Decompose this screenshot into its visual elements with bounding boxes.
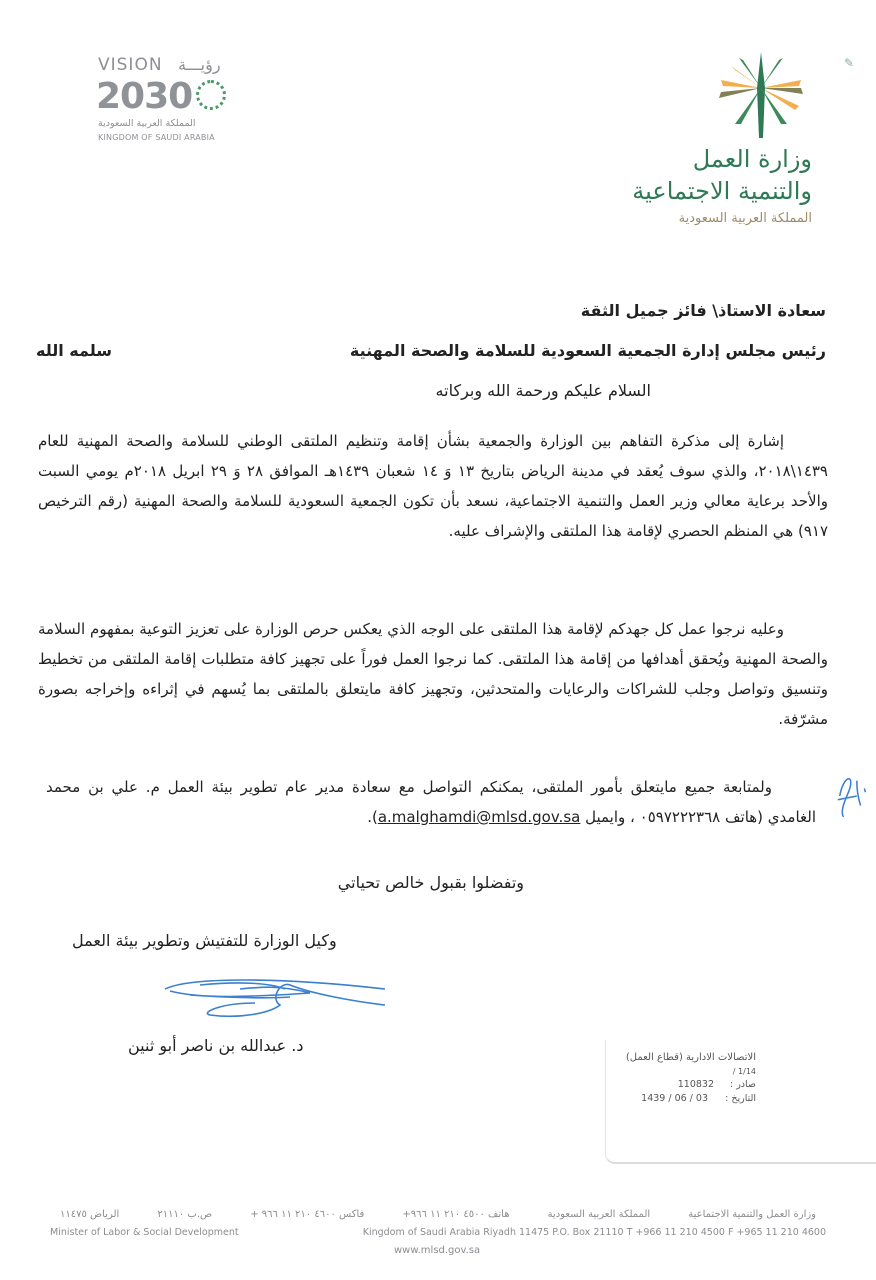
greeting: السلام عليكم ورحمة الله وبركاته [435, 381, 651, 400]
contact-email-link[interactable]: a.malghamdi@mlsd.gov.sa [377, 808, 581, 826]
footer-english-row [50, 1226, 826, 1239]
ministry-logo [512, 50, 812, 235]
vision-country-en: KINGDOM OF SAUDI ARABIA [98, 133, 215, 142]
footer-pobox-ar: ص.ب ٢١١١٠ [157, 1209, 213, 1220]
honorific: سلمه الله [36, 341, 112, 360]
ministry-name-line1: وزارة العمل [692, 145, 812, 173]
signatory-title: وكيل الوزارة للتفتيش وتطوير بيئة العمل [72, 931, 337, 950]
vision-year: 2030 [96, 76, 193, 117]
vision-country-ar: المملكة العربية السعودية [98, 118, 196, 129]
registry-stamp [605, 1040, 876, 1164]
paragraph-3-end: ). [367, 808, 378, 826]
footer-ministry-en: Minister of Labor & Social Development [50, 1227, 239, 1238]
footer-website-link[interactable]: www.mlsd.gov.sa [394, 1245, 481, 1256]
footer-city-ar: الرياض ١١٤٧٥ [60, 1209, 120, 1220]
stamp-date-label: التاريخ : [725, 1093, 756, 1104]
saudi-emblem-icon [196, 80, 226, 110]
footer-kingdom-ar: المملكة العربية السعودية [547, 1209, 651, 1220]
footer-ministry-ar: وزارة العمل والتنمية الاجتماعية [688, 1209, 816, 1220]
paragraph-2-text: وعليه نرجوا عمل كل جهدكم لإقامة هذا الملتقى على الوجه الذي يعكس حرص الوزارة على تعزيز التوعية بمفهوم السلامة والصحة المهنية ويُحقق أهدافها من إقامة هذا الملتقى. كما نرجوا العمل فوراً على تجهيز كافة متطلبات إقامة الملتقى من تخطيط وتنسيق وتواصل وجلب للشراكات والرعايات والمتحدثين، وتجهيز كافة مايتعلق بالملتقى بما يُسهم في إثراءه وإخراجه بصورة مشرّفة. [38, 620, 828, 728]
paragraph-3-text: ولمتابعة جميع مايتعلق بأمور الملتقى، يمكنكم التواصل مع سعادة مدير عام تطوير بيئة العمل م. علي بن محمد الغامدي (هاتف ٠٥٩٧٢٢٢٣٦٨ ، وايميل [46, 778, 816, 826]
handwritten-initials-icon [834, 766, 872, 826]
footer-address-en: Kingdom of Saudi Arabia Riyadh 11475 P.O. Box 21110 T +966 11 210 4500 F +965 11 210 4600 [362, 1227, 826, 1238]
stamp-outgoing-label: صادر : [730, 1079, 756, 1090]
vision-title-ar: رؤيـــة [178, 55, 221, 74]
footer-phone-ar: هاتف ٤٥٠٠ ٢١٠ ١١ ٩٦٦+ [402, 1209, 510, 1220]
closing: وتفضلوا بقبول خالص تحياتي [337, 873, 524, 892]
palm-leaves-icon [716, 50, 806, 140]
paragraph-3 [46, 772, 816, 832]
ministry-name-line2: والتنمية الاجتماعية [632, 177, 812, 205]
paragraph-1 [38, 426, 828, 546]
ministry-country: المملكة العربية السعودية [678, 211, 812, 226]
footer-fax-ar: فاكس ٤٦٠٠ ٢١٠ ١١ ٩٦٦ + [250, 1209, 365, 1220]
recipient-title: سعادة الاستاذ\ فائز جميل الثقة [580, 301, 826, 320]
signature-icon [160, 975, 390, 1025]
paragraph-1-text: إشارة إلى مذكرة التفاهم بين الوزارة والجمعية بشأن إقامة وتنظيم الملتقى الوطني للسلامة والصحة المهنية للعام ١٤٣٩\٢٠١٨، والذي سوف يُعقد في مدينة الرياض بتاريخ ١٣ وَ ١٤ شعبان ١٤٣٩هـ الموافق ٢٨ وَ ٢٩ ابريل ٢٠١٨م يومي السبت والأحد برعاية معالي وزير العمل والتنمية الاجتماعية، نسعد بأن تكون الجمعية السعودية للسلامة والصحة المهنية (رقم الترخيص ٩١٧) هي المنظم الحصري لإقامة هذا الملتقى والإشراف عليه. [38, 432, 828, 540]
recipient-position: رئيس مجلس إدارة الجمعية السعودية للسلامة والصحة المهنية [349, 341, 826, 360]
vision-title-en: VISION [98, 55, 163, 75]
stamp-ref: / 1/14 [732, 1067, 756, 1076]
stamp-department: الاتصالات الادارية (قطاع العمل) [625, 1052, 756, 1063]
stamp-outgoing-number: 110832 [677, 1079, 714, 1090]
paragraph-2 [38, 614, 828, 734]
footer-arabic-row [60, 1208, 816, 1221]
signatory-name: د. عبدالله بن ناصر أبو ثنين [128, 1036, 304, 1055]
stamp-date: 1439 / 06 / 03 [641, 1093, 708, 1104]
scan-mark-icon: ✎ [844, 56, 855, 70]
